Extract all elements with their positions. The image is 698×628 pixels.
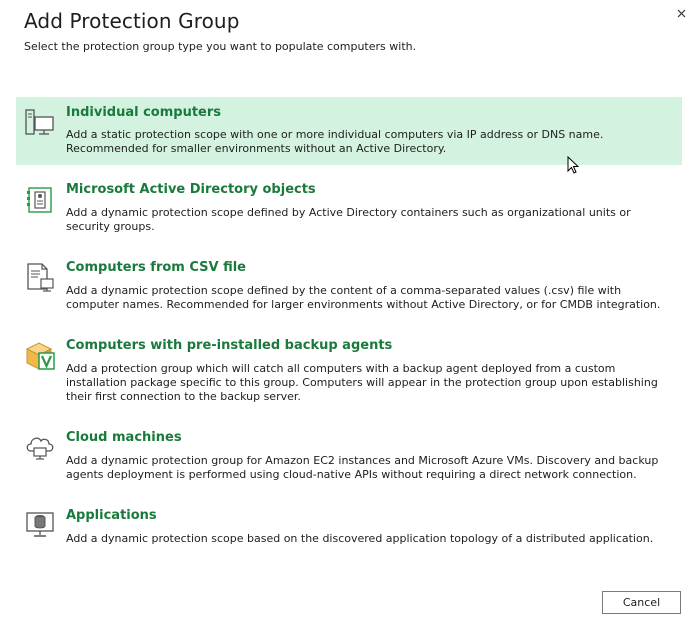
option-preinstalled-backup-agents[interactable] (16, 331, 682, 411)
option-description: Add a dynamic protection scope based on the discovered application topology of a distributed application. (66, 532, 654, 545)
option-description: Add a dynamic protection scope defined by the content of a comma-separated values (.csv) file with computer names. Recommended for larger environments without Active Directory, or for CMDB integration. (66, 284, 661, 311)
option-applications[interactable] (16, 501, 682, 553)
close-icon[interactable] (674, 6, 690, 22)
option-description: Add a static protection scope with one or more individual computers via IP address or DNS name. Recommended for smaller environments without an Active Directory. (66, 128, 604, 155)
dialog-title: Add Protection Group (24, 9, 240, 33)
option-computers-from-csv[interactable] (16, 253, 682, 319)
option-title: Applications (66, 508, 157, 523)
cloud-icon (24, 431, 56, 463)
option-title: Computers with pre-installed backup agents (66, 338, 393, 353)
option-title: Cloud machines (66, 430, 182, 445)
option-description: Add a protection group which will catch all computers with a backup agent deployed from a custom installation package specific to this group. Computers will appear in the protection group upon establishing their first connection to the backup server. (66, 362, 658, 403)
option-active-directory-objects[interactable] (16, 175, 682, 241)
computer-monitor-icon (24, 107, 56, 139)
option-title: Microsoft Active Directory objects (66, 182, 316, 197)
option-description: Add a dynamic protection scope defined by Active Directory containers such as organizational units or security groups. (66, 206, 631, 233)
option-title: Computers from CSV file (66, 260, 246, 275)
option-title: Individual computers (66, 105, 222, 120)
csv-file-icon (24, 261, 56, 293)
database-server-icon (24, 509, 56, 541)
mouse-pointer-icon (567, 156, 581, 176)
cancel-button[interactable]: Cancel (602, 591, 681, 614)
active-directory-icon (24, 183, 56, 215)
option-cloud-machines[interactable] (16, 423, 682, 489)
backup-agent-package-icon (24, 339, 56, 371)
dialog-subtitle: Select the protection group type you want to populate computers with. (24, 40, 417, 53)
option-individual-computers[interactable] (16, 97, 682, 165)
option-description: Add a dynamic protection group for Amazon EC2 instances and Microsoft Azure VMs. Discovery and backup agents deployment is performed using cloud-native APIs without requiring a direct network connection. (66, 454, 659, 481)
